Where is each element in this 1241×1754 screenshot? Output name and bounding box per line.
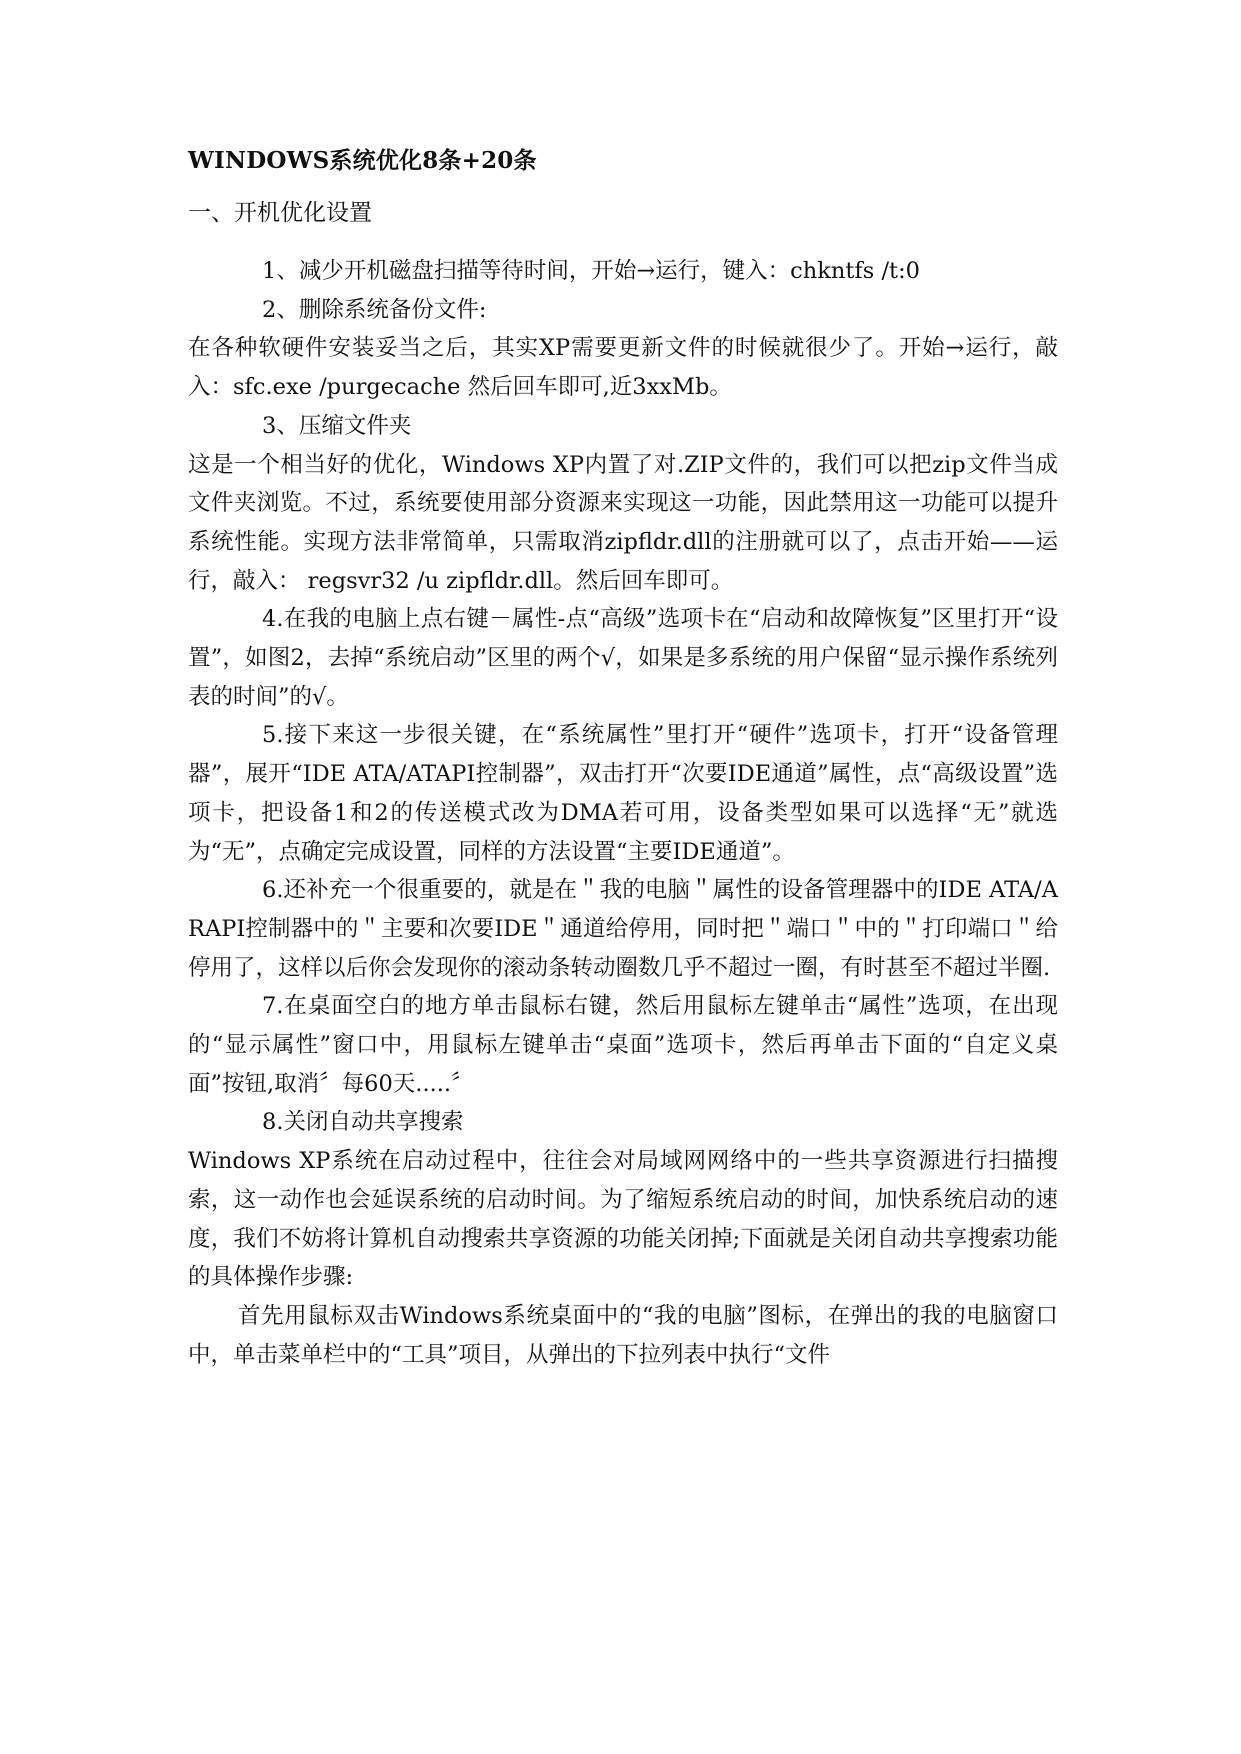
paragraph-tip-2-body: 在各种软硬件安装妥当之后，其实XP需要更新文件的时候就很少了。开始→运行，敲入：sfc.exe /purgecache 然后回车即可,近3xxMb。 <box>188 335 1058 401</box>
paragraph-tip-8-body: Windows XP系统在启动过程中，往往会对局域网网络中的一些共享资源进行扫描搜索，这一动作也会延误系统的启动时间。为了缩短系统启动的时间，加快系统启动的速度，我们不妨将计算机自动搜索共享资源的功能关闭掉;下面就是关闭自动共享搜索功能的具体操作步骤: <box>188 1148 1058 1291</box>
document-body <box>188 144 1058 1374</box>
paragraph-tip-1: 1、减少开机磁盘扫描等待时间，开始→运行，键入：chkntfs /t:0 <box>262 258 920 284</box>
paragraph-tip-8-steps: 首先用鼠标双击Windows系统桌面中的“我的电脑”图标，在弹出的我的电脑窗口中，单击菜单栏中的“工具”项目，从弹出的下拉列表中执行“文件 <box>188 1302 1058 1368</box>
paragraph-tip-3-heading: 3、压缩文件夹 <box>262 412 412 439</box>
paragraph-tip-8-heading: 8.关闭自动共享搜索 <box>262 1109 464 1136</box>
paragraph-tip-7: 7.在桌面空白的地方单击鼠标右键，然后用鼠标左键单击“属性”选项，在出现的“显示属性”窗口中，用鼠标左键单击“桌面”选项卡，然后再单击下面的“自定义桌面”按钮,取消〞每60天.....〞 <box>188 993 1058 1097</box>
paragraph-tip-3-body: 这是一个相当好的优化，Windows XP内置了对.ZIP文件的，我们可以把zip文件当成文件夹浏览。不过，系统要使用部分资源来实现这一功能，因此禁用这一功能可以提升系统性能。实现方法非常简单，只需取消zipfldr.dll的注册就可以了，点击开始——运行，敲入： regsvr32 /u zipfldr.dll。然后回车即可。 <box>188 451 1058 594</box>
paragraph-tip-4: 4.在我的电脑上点右键－属性-点“高级”选项卡在“启动和故障恢复”区里打开“设置”，如图2，去掉“系统启动”区里的两个√，如果是多系统的用户保留“显示操作系统列表的时间”的√。 <box>188 606 1058 710</box>
paragraph-tip-6: 6.还补充一个很重要的，就是在＂我的电脑＂属性的设备管理器中的IDE ATA/ARAPI控制器中的＂主要和次要IDE＂通道给停用，同时把＂端口＂中的＂打印端口＂给停用了，这样以后你会发现你的滚动条转动圈数几乎不超过一圈，有时甚至不超过半圈. <box>188 877 1058 981</box>
section-heading: 一、开机优化设置 <box>188 200 372 226</box>
document-title: WINDOWS系统优化8条+20条 <box>188 147 537 174</box>
paragraph-tip-5: 5.接下来这一步很关键，在“系统属性”里打开“硬件”选项卡，打开“设备管理器”，展开“IDE ATA/ATAPI控制器”，双击打开“次要IDE通道”属性，点“高级设置”选项卡，把设备1和2的传送模式改为DMA若可用，设备类型如果可以选择“无”就选为“无”，点确定完成设置，同样的方法设置“主要IDE通道”。 <box>188 722 1058 865</box>
paragraph-tip-2-heading: 2、删除系统备份文件: <box>262 296 487 323</box>
